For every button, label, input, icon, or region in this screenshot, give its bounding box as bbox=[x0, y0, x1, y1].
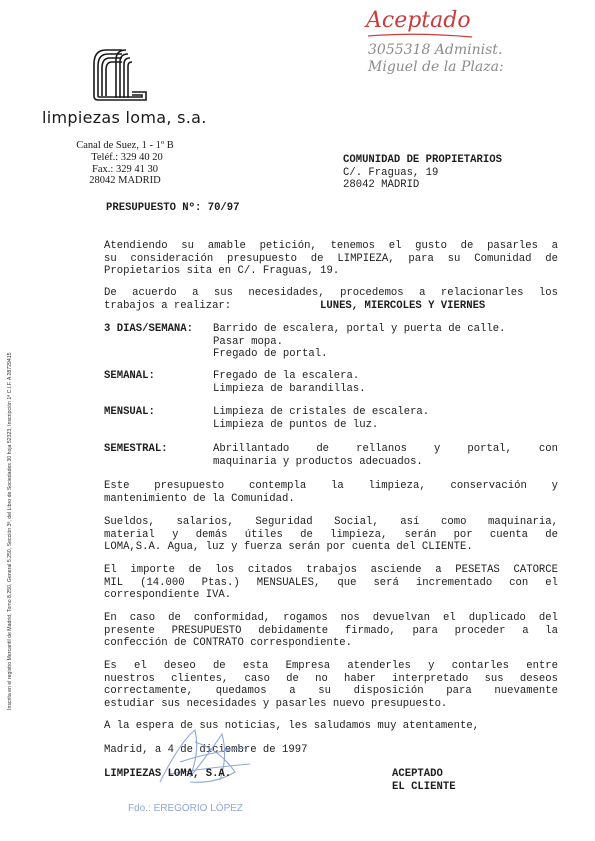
scope-paragraph bbox=[104, 480, 558, 505]
schedule-item: Limpieza de cristales de escalera. bbox=[213, 406, 430, 418]
costs-paragraph bbox=[104, 516, 558, 554]
company-logo-icon bbox=[88, 46, 152, 104]
text-line: Este presupuesto contempla la limpieza, conservación y bbox=[104, 480, 558, 492]
company-name: limpiezas loma, s.a. bbox=[42, 108, 207, 127]
schedule-item: Fregado de la escalera. bbox=[213, 370, 360, 382]
pencil-note-line: 3055318 Administ. bbox=[368, 42, 503, 58]
signed-by-stamp: Fdo.: EREGORIO LÓPEZ bbox=[128, 803, 244, 814]
schedule-label: SEMANAL: bbox=[104, 370, 155, 382]
text-line: material y demás útiles de limpieza, serán por cuenta de bbox=[104, 528, 558, 541]
recipient-block bbox=[343, 154, 502, 192]
text-line: Atendiendo su amable petición, tenemos el gusto de pasarles a bbox=[104, 240, 558, 252]
address-line: Canal de Suez, 1 - 1º B bbox=[76, 140, 174, 151]
accepted-stamp bbox=[366, 8, 471, 33]
amount-paragraph bbox=[104, 564, 558, 602]
text-line: correctamente, quedamos a su disposición para nuevamente bbox=[104, 685, 558, 697]
conformity-paragraph bbox=[104, 612, 558, 650]
pencil-note-line: Miguel de la Plaza: bbox=[368, 59, 504, 75]
schedule-label: MENSUAL: bbox=[104, 406, 155, 418]
text-line: MIL (14.000 Ptas.) MENSUALES, que será incrementado con el bbox=[104, 576, 558, 589]
text-line: presente PRESUPUESTO debidamente firmado, para proceder a la bbox=[104, 624, 558, 637]
company-signature: LIMPIEZAS LOMA, S.A. bbox=[104, 768, 232, 780]
schedule-item: Limpieza de barandillas. bbox=[213, 382, 366, 395]
fax-line: Fax.: 329 41 30 bbox=[92, 163, 158, 175]
schedule-item: maquinaria y productos adecuados. bbox=[213, 455, 423, 468]
schedule-label: SEMESTRAL: bbox=[104, 443, 168, 455]
text-line: nuestros clientes, caso de no haber interpretado sus deseos bbox=[104, 672, 558, 685]
client-label: EL CLIENTE bbox=[392, 780, 456, 793]
company-address bbox=[70, 140, 180, 187]
date-line: Madrid, a 4 de diciembre de 1997 bbox=[104, 744, 308, 756]
registry-note: Inscrita en el registro Mercantil de Madrid, Tomo 8.250, General 5.250, Sección 3ª, del Libro de Sociedades 30 hoja 52323, Inscripción 1ª C.I.F. A 28729415 bbox=[7, 352, 13, 710]
recipient-street: C/. Fraguas, 19 bbox=[343, 166, 439, 179]
needs-days: LUNES, MIERCOLES Y VIERNES bbox=[320, 299, 486, 312]
text-line: Es el deseo de esta Empresa atenderles y contarles entre bbox=[104, 660, 558, 672]
schedule-item: Fregado de portal. bbox=[213, 348, 328, 360]
pencil-note bbox=[368, 42, 504, 76]
postal-line: 28042 MADRID bbox=[89, 175, 161, 187]
schedule-item: Pasar mopa. bbox=[213, 335, 283, 348]
text-line: En caso de conformidad, rogamos nos devuelvan el duplicado del bbox=[104, 612, 558, 624]
client-acceptance bbox=[392, 768, 456, 793]
text-line bbox=[104, 300, 558, 313]
needs-paragraph bbox=[104, 287, 558, 312]
schedule-item: Abrillantado de rellanos y portal, con bbox=[213, 443, 558, 455]
text-line: estudiar sus necesidades y pasarles nuevo presupuesto. bbox=[104, 697, 448, 710]
budget-number: PRESUPUESTO Nº: 70/97 bbox=[106, 202, 240, 214]
text-line: Sueldos, salarios, Seguridad Social, así como maquinaria, bbox=[104, 516, 558, 528]
recipient-city: 28042 MADRID bbox=[343, 179, 420, 191]
recipient-name: COMUNIDAD DE PROPIETARIOS bbox=[343, 154, 502, 166]
schedule-item: Barrido de escalera, portal y puerta de calle. bbox=[213, 323, 506, 335]
text-line: confección de CONTRATO correspondiente. bbox=[104, 637, 352, 649]
schedule-item: Limpieza de puntos de luz. bbox=[213, 418, 379, 431]
text-line: Propietarios sita en C/. Fraguas, 19. bbox=[104, 265, 340, 277]
needs-prefix: trabajos a realizar: bbox=[104, 299, 232, 312]
text-line: mantenimiento de la Comunidad. bbox=[104, 492, 295, 505]
signature-scribble-icon bbox=[150, 722, 260, 792]
text-line: LOMA,S.A. Agua, luz y fuerza serán por cuenta del CLIENTE. bbox=[104, 541, 473, 553]
intro-paragraph bbox=[104, 240, 558, 278]
closing-line: A la espera de sus noticias, les saludamos muy atentamente, bbox=[104, 720, 480, 732]
accepted-handwriting: Aceptado bbox=[366, 8, 471, 33]
accepted-underline bbox=[366, 32, 476, 40]
wish-paragraph bbox=[104, 660, 558, 710]
accepted-label: ACEPTADO bbox=[392, 768, 443, 780]
phone-line: Teléf.: 329 40 20 bbox=[91, 151, 163, 163]
text-line: correspondiente IVA. bbox=[104, 589, 232, 601]
schedule-label: 3 DIAS/SEMANA: bbox=[104, 323, 194, 335]
text-line: El importe de los citados trabajos asciende a PESETAS CATORCE bbox=[104, 564, 558, 576]
text-line: De acuerdo a sus necesidades, procedemos a relacionarles los bbox=[104, 287, 558, 299]
text-line: su consideración presupuesto de LIMPIEZA, para su Comunidad de bbox=[104, 252, 558, 265]
